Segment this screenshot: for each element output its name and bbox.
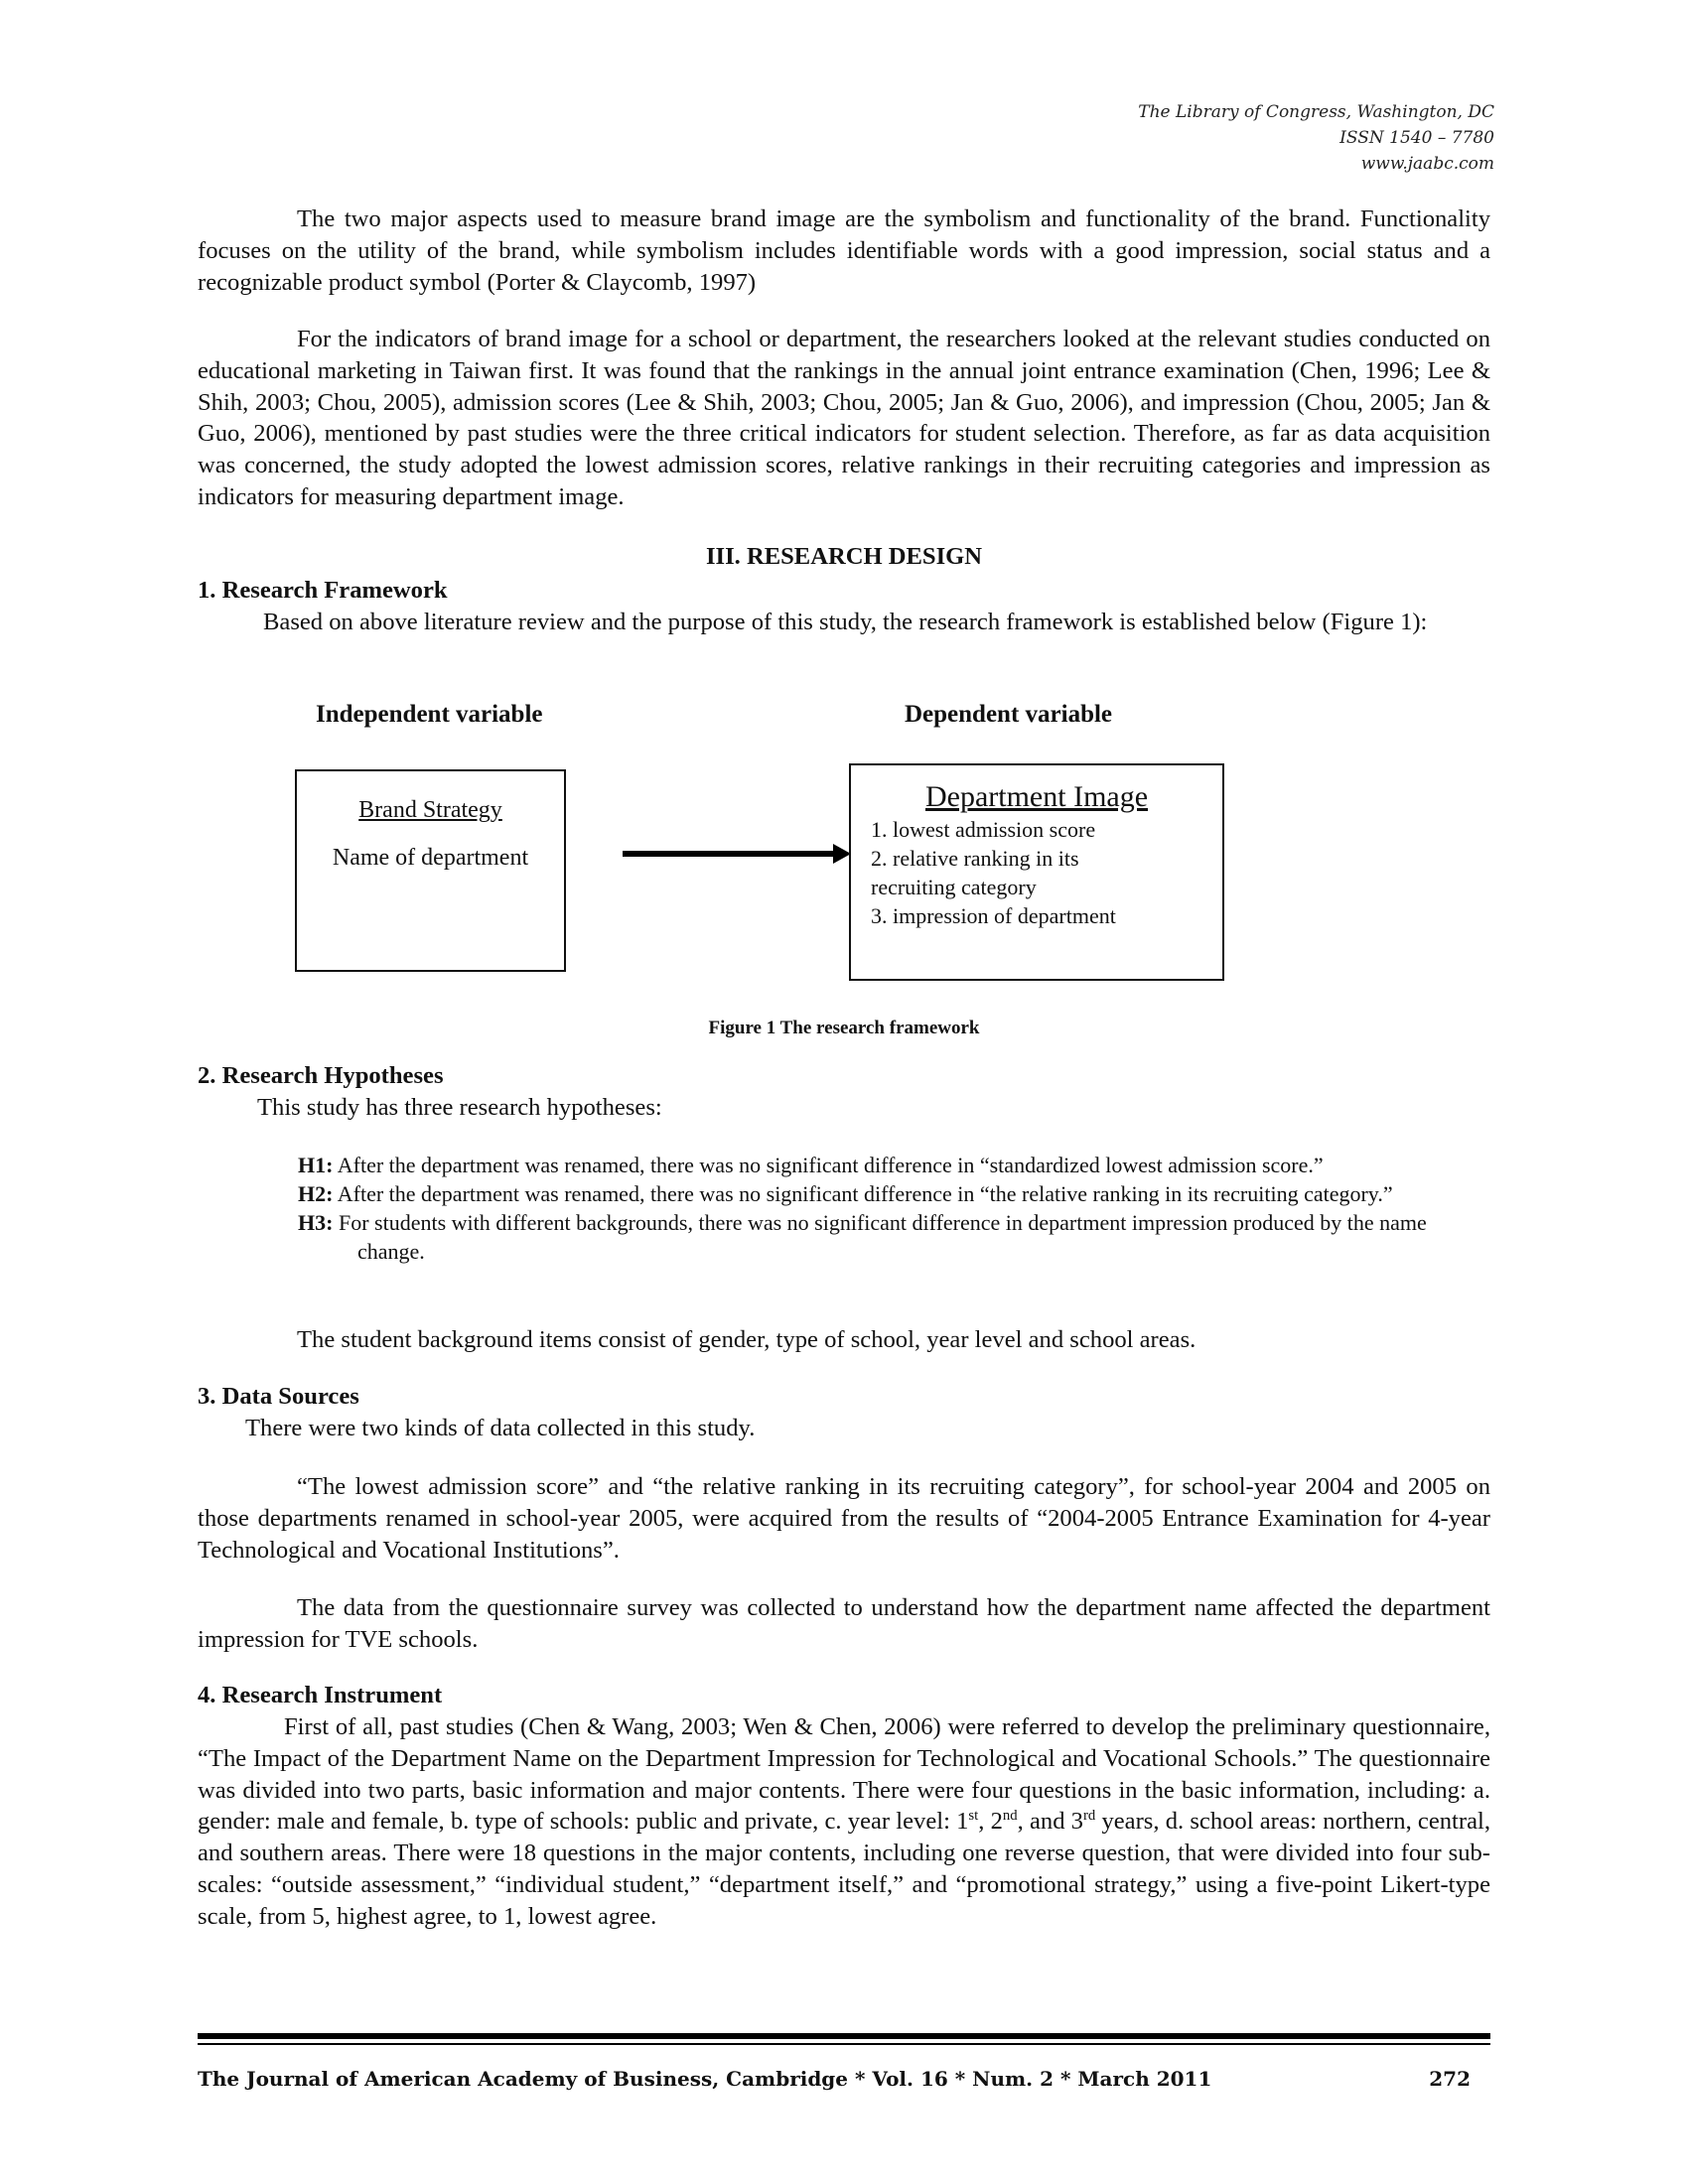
arrow-icon: [621, 839, 854, 869]
brand-strategy-box: [295, 769, 566, 972]
hypothesis-label: H3:: [298, 1210, 334, 1235]
footer-rule-thin: [198, 2043, 1490, 2045]
paragraph-survey: The data from the questionnaire survey was collected to understand how the department name affected the department impression for TVE schools.: [198, 1594, 1490, 1653]
department-image-item: 3. impression of department: [871, 903, 1116, 928]
paragraph-student-background: The student background items consist of gender, type of school, year level and school areas.: [297, 1326, 1196, 1353]
section-title: III. RESEARCH DESIGN: [705, 543, 983, 570]
page-number: 272: [1429, 2067, 1471, 2091]
paragraph-hypotheses-intro: This study has three research hypotheses:: [257, 1094, 662, 1121]
footer-journal-info: The Journal of American Academy of Business, Cambridge * Vol. 16 * Num. 2 * March 2011: [198, 2067, 1212, 2091]
hypothesis-h1: [298, 1151, 1491, 1179]
department-image-title: Department Image: [924, 780, 1149, 813]
department-image-list: [871, 815, 1116, 930]
subheading-research-hypotheses: 2. Research Hypotheses: [198, 1062, 444, 1089]
page-header: [1138, 99, 1494, 177]
independent-variable-label: Independent variable: [316, 701, 543, 728]
instrument-text-part-2: years, d. school areas: northern, central, and southern areas. There were 18 questions in the major contents, including one reverse question, that were divided into four sub-scales: “outside assessment,” “individual student,” “department itself,” and “promotional strategy,” using a five-point Likert-type scale, from 5, highest agree, to 1, lowest agree.: [198, 1808, 1490, 1930]
footer-rule-thick: [198, 2033, 1490, 2039]
paragraph-data-sources: There were two kinds of data collected in this study.: [245, 1415, 756, 1441]
brand-strategy-title: Brand Strategy: [358, 797, 502, 823]
name-of-department-text: Name of department: [332, 845, 529, 871]
department-image-item: 1. lowest admission score: [871, 817, 1096, 842]
instrument-separator-2: , and 3: [1017, 1808, 1083, 1836]
hypotheses-list: [298, 1151, 1491, 1266]
hypothesis-h3: [298, 1208, 1491, 1266]
subheading-research-instrument: 4. Research Instrument: [198, 1682, 443, 1708]
instrument-separator-1: , 2: [978, 1808, 1003, 1836]
header-line-library: The Library of Congress, Washington, DC: [1138, 102, 1494, 122]
instrument-text-part-1: First of all, past studies (Chen & Wang, 2003; Wen & Chen, 2006) were referred to develop the preliminary questionnaire, “The Impact of the Department Name on the Department Impression for Technological and Vocational Schools.” The questionnaire was divided into two parts, basic information and major contents. There were four questions in the basic information, including: a. gender: male and female, b. type of schools: public and private, c. year level: 1: [198, 1713, 1490, 1836]
subheading-research-framework: 1. Research Framework: [198, 577, 448, 604]
header-line-issn: ISSN 1540 – 7780: [1339, 128, 1494, 148]
department-image-item: recruiting category: [871, 875, 1037, 899]
dependent-variable-label: Dependent variable: [905, 701, 1113, 728]
hypothesis-label: H1:: [298, 1153, 334, 1177]
hypothesis-text: After the department was renamed, there was no significant difference in “standardized lowest admission score.”: [337, 1153, 1324, 1177]
header-line-website: www.jaabc.com: [1360, 154, 1494, 174]
paragraph-brand-image: The two major aspects used to measure brand image are the symbolism and functionality of the brand. Functionality focuses on the utility of the brand, while symbolism includes identifiable words with a good impression, social status and a recognizable product symbol (Porter & Claycomb, 1997): [198, 205, 1490, 296]
subheading-data-sources: 3. Data Sources: [198, 1383, 359, 1410]
superscript-nd: nd: [1002, 1808, 1018, 1825]
hypothesis-label: H2:: [298, 1181, 334, 1206]
department-image-item: 2. relative ranking in its: [871, 846, 1079, 871]
page-footer: [198, 2067, 1490, 2091]
hypothesis-text: After the department was renamed, there was no significant difference in “the relative ranking in its recruiting category.”: [337, 1181, 1393, 1206]
paragraph-research-instrument: [198, 1711, 1490, 1933]
paragraph-framework: Based on above literature review and the purpose of this study, the research framework is established below (Figure 1):: [263, 609, 1428, 635]
figure-caption: Figure 1 The research framework: [708, 1018, 980, 1038]
paragraph-indicators: For the indicators of brand image for a school or department, the researchers looked at the relevant studies conducted on educational marketing in Taiwan first. It was found that the rankings in the annual joint entrance examination (Chen, 1996; Lee & Shih, 2003; Chou, 2005), admission scores (Lee & Shih, 2003; Chou, 2005; Jan & Guo, 2006), and impression (Chou, 2005; Jan & Guo, 2006), mentioned by past studies were the three critical indicators for student selection. Therefore, as far as data acquisition was concerned, the study adopted the lowest admission scores, relative rankings in their recruiting categories and impression as indicators for measuring department image.: [198, 326, 1490, 510]
hypothesis-h2: [298, 1179, 1491, 1208]
superscript-rd: rd: [1082, 1808, 1096, 1825]
paragraph-lowest-score: “The lowest admission score” and “the relative ranking in its recruiting category”, for school-year 2004 and 2005 on those departments renamed in school-year 2005, were acquired from the results of “2004-2005 Entrance Examination for 4-year Technological and Vocational Institutions”.: [198, 1473, 1490, 1564]
superscript-st: st: [968, 1808, 979, 1825]
department-image-box: [849, 763, 1224, 981]
hypothesis-text: For students with different backgrounds, there was no significant difference in department impression produced by the name change.: [338, 1210, 1427, 1264]
